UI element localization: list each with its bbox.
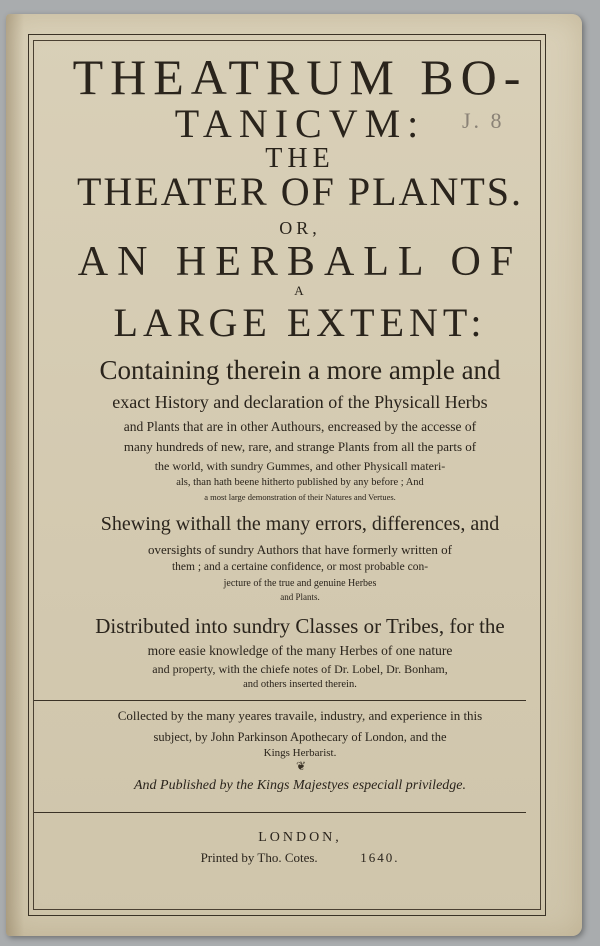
containing-line-4: many hundreds of new, rare, and strange Plants from all the parts of [123,439,477,454]
imprint-row [0,850,600,866]
distributed-line-1: Distributed into sundry Classes or Tribes, for the [95,614,505,638]
containing-line-7: a most large demonstration of their Natures and Vertues. [204,492,396,502]
distributed-line-4: and others inserted therein. [243,679,357,690]
title-line-2: TANICVM: [174,101,426,146]
containing-line-2: exact History and declaration of the Physicall Herbs [112,392,488,412]
imprint-city: LONDON, [258,830,342,845]
flower-ornament-icon: ❦ [296,759,307,773]
containing-line-5: the world, with sundry Gummes, and other Physicall materi- [154,459,446,473]
distributed-line-3: and property, with the chiefe notes of Dr. Lobel, Dr. Bonham, [152,662,448,676]
published-line: And Published by the Kings Majestyes especiall priviledge. [133,778,467,793]
shewing-line-1: Shewing withall the many errors, differences, and [100,513,500,535]
collected-line-2: subject, by John Parkinson Apothecary of London, and the [153,730,447,744]
shewing-line-4: jecture of the true and genuine Herbes [223,578,377,589]
title-line-7: A [294,283,306,298]
collected-line-3: Kings Herbarist. [263,747,337,759]
containing-line-1: Containing therein a more ample and [99,355,501,385]
title-line-5: OR, [279,218,321,238]
shewing-line-5: and Plants. [280,592,320,602]
title-line-3: THE [265,143,335,174]
title-line-1: THEATRUM BO- [72,49,528,105]
containing-line-6: als, than hath beene hitherto published by any before ; And [176,477,424,488]
shewing-line-3: them ; and a certaine confidence, or most probable con- [171,561,429,573]
collected-line-1: Collected by the many yeares travaile, industry, and experience in this [117,708,483,723]
containing-line-3: and Plants that are in other Authours, encreased by the accesse of [123,419,477,434]
rule-2 [34,812,526,813]
marginal-pencil-mark: J. 8 [462,108,505,133]
imprint-year: 1640. [360,850,400,865]
distributed-line-2: more easie knowledge of the many Herbes of one nature [147,643,453,658]
title-line-4: THEATER OF PLANTS. [76,169,524,214]
rule-1 [34,700,526,701]
imprint-printer: Printed by Tho. Cotes. [200,850,318,865]
title-line-8: LARGE EXTENT: [113,300,487,345]
shewing-line-2: oversights of sundry Authors that have formerly written of [148,542,452,557]
title-line-6: AN HERBALL OF [77,239,523,285]
